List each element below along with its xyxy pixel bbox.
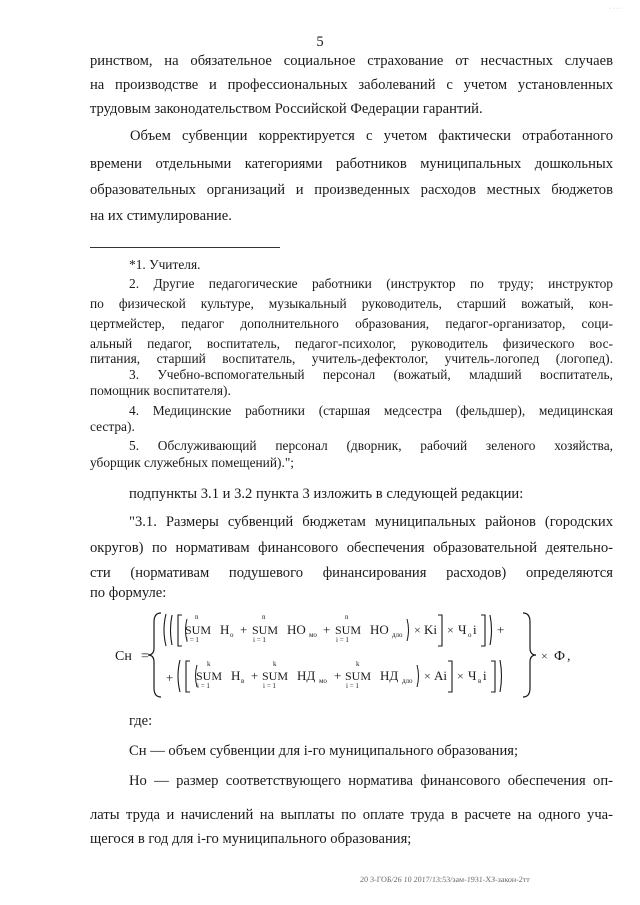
body-line: где: bbox=[129, 713, 153, 729]
formula-times: × bbox=[541, 649, 548, 663]
corner-mark: · · · · bbox=[609, 6, 622, 12]
svg-text:Н: Н bbox=[220, 622, 230, 637]
svg-text:i = 1: i = 1 bbox=[253, 636, 266, 644]
footnote-line: 4. Медицинские работники (старшая медсестра (фельдшер), медицинская bbox=[129, 403, 613, 418]
svg-text:i: i bbox=[483, 668, 487, 683]
svg-text:×: × bbox=[447, 623, 454, 637]
footnote-line: питания, старший воспитатель, учитель-дефектолог, учитель-логопед (логопед). bbox=[90, 351, 613, 366]
svg-text:+: + bbox=[323, 622, 331, 637]
formula-brace-left bbox=[148, 613, 161, 697]
body-line: Но –– размер соответствующего норматива финансового обеспечения оп- bbox=[129, 773, 613, 789]
svg-text:+: + bbox=[497, 622, 505, 637]
svg-text:НД: НД bbox=[297, 668, 316, 683]
body-line: латы труда и начислений на выплаты по оплате труда в расчете на одного уча- bbox=[90, 807, 613, 823]
svg-text:i = 1: i = 1 bbox=[346, 682, 359, 690]
svg-text:SUM: SUM bbox=[196, 669, 223, 683]
svg-text:×: × bbox=[457, 669, 464, 683]
svg-text:дло: дло bbox=[402, 677, 413, 685]
svg-text:SUM: SUM bbox=[185, 623, 212, 637]
footnote-line: 3. Учебно-вспомогательный персонал (вожатый, младший воспитатель, bbox=[129, 367, 613, 382]
svg-text:о: о bbox=[468, 631, 472, 639]
formula-factor: Ф bbox=[554, 649, 566, 664]
svg-text:×: × bbox=[414, 623, 421, 637]
svg-text:SUM: SUM bbox=[262, 669, 289, 683]
svg-text:мо: мо bbox=[309, 631, 317, 639]
svg-text:НД: НД bbox=[380, 668, 399, 683]
svg-text:+: + bbox=[240, 622, 248, 637]
formula-row-2 bbox=[166, 660, 502, 692]
svg-text:в: в bbox=[241, 677, 245, 685]
body-line: на их стимулирование. bbox=[90, 208, 232, 224]
body-line: образовательных организаций и произведенных расходов местных бюджетов bbox=[90, 182, 613, 198]
footnote-line: *1. Учителя. bbox=[129, 257, 201, 272]
svg-text:дло: дло bbox=[392, 631, 403, 639]
footnote-line: по физической культуре, музыкальный руководитель, старший вожатый, кон- bbox=[90, 296, 613, 311]
svg-text:i: i bbox=[473, 622, 477, 637]
svg-text:,: , bbox=[567, 649, 571, 664]
footnote-line: цертмейстер, педагог дополнительного образования, педагог-организатор, соци- bbox=[90, 316, 613, 331]
svg-text:n: n bbox=[195, 613, 199, 621]
subvention-formula bbox=[98, 610, 618, 700]
footnote-line: альный педагог, воспитатель, педагог-психолог, руководитель физического вос- bbox=[90, 336, 613, 351]
svg-text:SUM: SUM bbox=[335, 623, 362, 637]
footnote-separator bbox=[90, 247, 280, 248]
svg-text:i = 1: i = 1 bbox=[263, 682, 276, 690]
body-line: на производстве и профессиональных заболеваний с учетом установленных bbox=[90, 77, 613, 93]
svg-text:о: о bbox=[230, 631, 234, 639]
svg-text:i = 1: i = 1 bbox=[336, 636, 349, 644]
body-line: Объем субвенции корректируется с учетом фактически отработанного bbox=[130, 128, 613, 144]
svg-text:Ai: Ai bbox=[434, 668, 447, 683]
body-line: Сн — объем субвенции для i-го муниципального образования; bbox=[129, 743, 519, 759]
svg-text:в: в bbox=[478, 677, 482, 685]
svg-text:Ч: Ч bbox=[468, 668, 477, 683]
svg-text:+: + bbox=[166, 670, 174, 685]
body-line: ринством, на обязательное социальное страхование от несчастных случаев bbox=[90, 53, 613, 69]
formula-brace-right bbox=[523, 613, 536, 697]
svg-text:SUM: SUM bbox=[345, 669, 372, 683]
page-number: 5 bbox=[316, 34, 324, 50]
footnote-line: помощник воспитателя). bbox=[90, 383, 231, 398]
body-line: подпункты 3.1 и 3.2 пункта 3 изложить в следующей редакции: bbox=[129, 486, 524, 502]
svg-text:k: k bbox=[273, 660, 277, 668]
svg-text:+: + bbox=[251, 668, 259, 683]
svg-text:n: n bbox=[345, 613, 349, 621]
svg-text:НО: НО bbox=[370, 622, 389, 637]
formula-equals: = bbox=[141, 649, 149, 664]
document-id: 20 3-ГОБ/26 10 2017/13:53/зам-1931-ХЗ-закон-2тт bbox=[359, 875, 531, 884]
body-line: щегося в год для i-го муниципального образования; bbox=[90, 831, 412, 847]
svg-text:k: k bbox=[356, 660, 360, 668]
svg-text:Ki: Ki bbox=[424, 622, 437, 637]
footnote-line: 5. Обслуживающий персонал (дворник, рабочий зеленого хозяйства, bbox=[129, 438, 613, 453]
formula-row-1 bbox=[164, 613, 504, 646]
body-line: трудовым законодательством Российской Федерации гарантий. bbox=[90, 101, 483, 117]
body-line: по формуле: bbox=[90, 585, 167, 601]
body-line: времени отдельными категориями работников муниципальных дошкольных bbox=[90, 156, 613, 172]
svg-text:+: + bbox=[334, 668, 342, 683]
svg-text:НО: НО bbox=[287, 622, 306, 637]
footnote-line: 2. Другие педагогические работники (инструктор по труду; инструктор bbox=[129, 276, 613, 291]
svg-text:SUM: SUM bbox=[252, 623, 279, 637]
body-line: "3.1. Размеры субвенций бюджетам муниципальных районов (городских bbox=[129, 514, 613, 530]
svg-text:Н: Н bbox=[231, 668, 241, 683]
svg-text:n: n bbox=[262, 613, 266, 621]
footnote-line: уборщик служебных помещений)."; bbox=[90, 455, 295, 470]
svg-text:мо: мо bbox=[319, 677, 327, 685]
footnote-line: сестра). bbox=[90, 419, 135, 434]
body-line: сти (нормативам подушевого финансирования расходов) определяются bbox=[90, 565, 613, 581]
svg-text:Ч: Ч bbox=[458, 622, 467, 637]
svg-text:i = 1: i = 1 bbox=[197, 682, 210, 690]
svg-text:k: k bbox=[207, 660, 211, 668]
body-line: округов) по нормативам финансового обеспечения образовательной деятельно- bbox=[90, 540, 613, 556]
formula-lhs: Сн bbox=[115, 649, 132, 664]
svg-text:×: × bbox=[424, 669, 431, 683]
svg-text:i = 1: i = 1 bbox=[186, 636, 199, 644]
